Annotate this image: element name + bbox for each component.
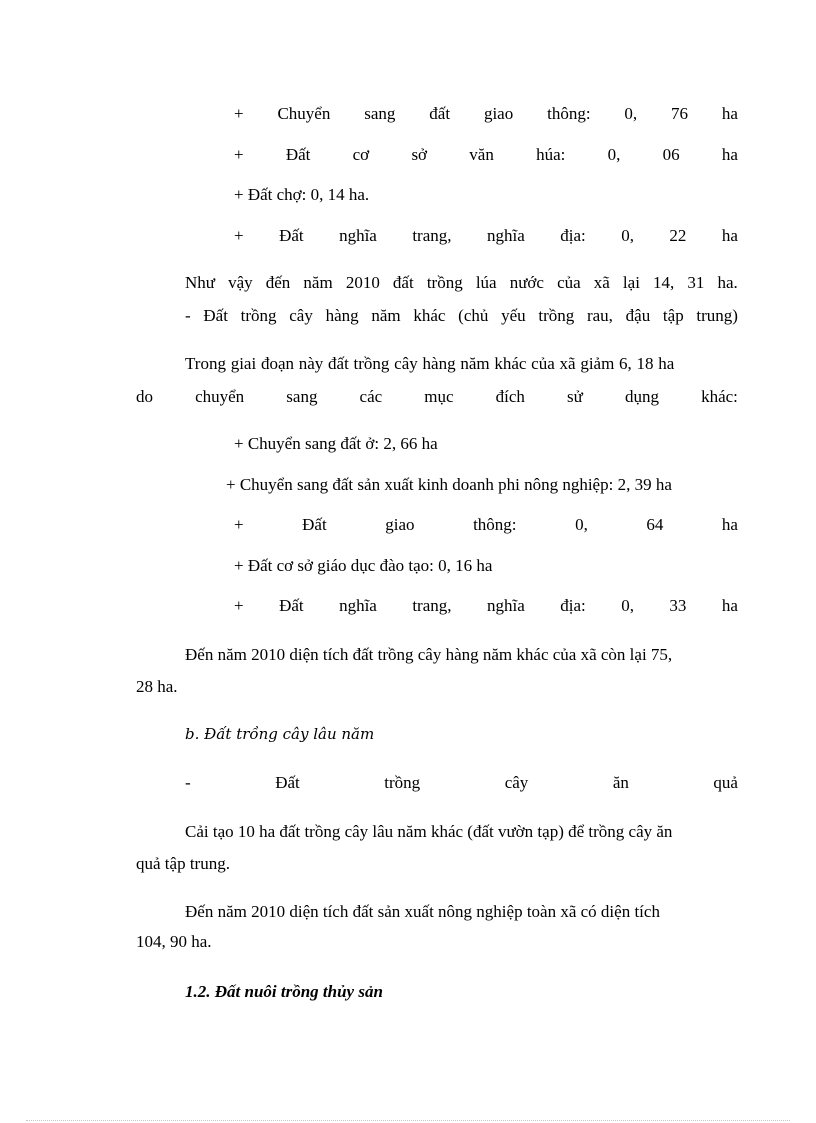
word: quả bbox=[713, 773, 738, 792]
list-item-nghia-trang-2 bbox=[234, 596, 738, 616]
word: Đất bbox=[302, 515, 327, 534]
word: cơ bbox=[352, 145, 370, 164]
list-item-sxkd: + Chuyển sang đất sản xuất kinh doanh phi nông nghiệp: 2, 39 ha bbox=[226, 475, 672, 494]
word: 31 bbox=[687, 273, 705, 292]
section-heading-b: b. Đất trồng cây lâu năm bbox=[185, 725, 375, 743]
word: 0, bbox=[575, 515, 588, 534]
word: hàng bbox=[325, 306, 359, 325]
list-item-dat-cho: + Đất chợ: 0, 14 ha. bbox=[234, 185, 370, 204]
word: ha bbox=[721, 596, 738, 615]
word: nghĩa bbox=[339, 226, 377, 245]
word: ha bbox=[721, 515, 738, 534]
word: trồng bbox=[240, 306, 277, 325]
word: đích bbox=[495, 387, 525, 406]
word: xã bbox=[593, 273, 610, 292]
word: 0, bbox=[621, 226, 634, 245]
word: húa: bbox=[536, 145, 566, 164]
paragraph-lua-nuoc bbox=[185, 273, 738, 293]
word: 76 bbox=[671, 104, 689, 123]
paragraph-cai-tao: Cải tạo 10 ha đất trồng cây lâu năm khác (đất vườn tạp) để trồng cây ăn bbox=[185, 822, 673, 841]
word: 0, bbox=[621, 596, 634, 615]
word: văn bbox=[469, 145, 494, 164]
word: năm bbox=[303, 273, 333, 292]
word: 64 bbox=[646, 515, 664, 534]
word: sang bbox=[364, 104, 396, 123]
word: cây bbox=[504, 773, 529, 792]
word: Như bbox=[185, 273, 215, 292]
word: Đất bbox=[285, 145, 311, 164]
word: giao bbox=[385, 515, 415, 534]
word: đậu bbox=[625, 306, 651, 325]
list-item-dat-o: + Chuyển sang đất ở: 2, 66 ha bbox=[234, 434, 438, 453]
word: tập bbox=[662, 306, 684, 325]
word: + bbox=[234, 145, 244, 164]
paragraph-giai-doan-cont bbox=[136, 387, 738, 407]
word: địa: bbox=[560, 596, 586, 615]
word: mục bbox=[424, 387, 454, 406]
word: ăn bbox=[612, 773, 629, 792]
word: 22 bbox=[669, 226, 687, 245]
word: (chủ bbox=[458, 306, 489, 325]
word: chuyển bbox=[195, 387, 245, 406]
word: sở bbox=[411, 145, 428, 164]
word: 33 bbox=[669, 596, 687, 615]
list-item-giao-thong bbox=[234, 104, 738, 124]
word: khác: bbox=[701, 387, 738, 406]
word: đến bbox=[265, 273, 291, 292]
word: năm bbox=[371, 306, 401, 325]
list-item-van-hoa bbox=[234, 145, 738, 165]
word: của bbox=[557, 273, 581, 292]
paragraph-con-lai-cont: 28 ha. bbox=[136, 677, 178, 696]
word: lúa bbox=[475, 273, 497, 292]
word: đất bbox=[429, 104, 451, 123]
word: + bbox=[234, 226, 244, 245]
paragraph-con-lai: Đến năm 2010 diện tích đất trồng cây hàng năm khác của xã còn lại 75, bbox=[185, 645, 673, 664]
word: cây bbox=[289, 306, 313, 325]
paragraph-cay-hang-nam bbox=[185, 306, 738, 326]
word: dụng bbox=[624, 387, 659, 406]
word: do bbox=[136, 387, 153, 406]
word: nước bbox=[509, 273, 544, 292]
word: 0, bbox=[624, 104, 638, 123]
word: ha bbox=[721, 145, 738, 164]
word: + bbox=[234, 596, 244, 615]
word: thông: bbox=[473, 515, 517, 534]
word: - bbox=[185, 306, 191, 325]
word: Đất bbox=[279, 596, 304, 615]
word: trồng bbox=[538, 306, 575, 325]
word: 06 bbox=[662, 145, 680, 164]
word: ha. bbox=[717, 273, 738, 292]
word: Đất bbox=[275, 773, 300, 792]
word: sử bbox=[567, 387, 583, 406]
page-bottom-border bbox=[26, 1120, 790, 1121]
list-item-nghia-trang-1 bbox=[234, 226, 738, 246]
word: + bbox=[234, 104, 244, 123]
word: Chuyển bbox=[277, 104, 331, 123]
word: - bbox=[185, 773, 191, 792]
word: ha bbox=[721, 104, 738, 123]
word: các bbox=[359, 387, 383, 406]
word: trung) bbox=[696, 306, 738, 325]
word: trang, bbox=[412, 596, 452, 615]
word: Đất bbox=[279, 226, 304, 245]
word: đất bbox=[392, 273, 414, 292]
word: yếu bbox=[501, 306, 526, 325]
paragraph-tong-dien-tich: Đến năm 2010 diện tích đất sản xuất nông nghiệp toàn xã có diện tích bbox=[185, 902, 660, 921]
word: sang bbox=[286, 387, 318, 406]
word: trồng bbox=[384, 773, 421, 792]
word: khác bbox=[413, 306, 446, 325]
list-item-cay-an-qua bbox=[185, 773, 738, 793]
paragraph-giai-doan: Trong giai đoạn này đất trồng cây hàng năm khác của xã giảm 6, 18 ha bbox=[185, 354, 675, 373]
word: ha bbox=[721, 226, 738, 245]
word: nghĩa bbox=[486, 596, 525, 615]
paragraph-cai-tao-cont: quả tập trung. bbox=[136, 854, 230, 873]
list-item-giao-thong-2 bbox=[234, 515, 738, 535]
word: trang, bbox=[412, 226, 452, 245]
word: nghĩa bbox=[339, 596, 377, 615]
paragraph-tong-dien-tich-cont: 104, 90 ha. bbox=[136, 932, 212, 951]
word: rau, bbox=[586, 306, 613, 325]
word: Đất bbox=[203, 306, 228, 325]
word: lại bbox=[622, 273, 640, 292]
word: thông: bbox=[547, 104, 591, 123]
list-item-giao-duc: + Đất cơ sở giáo dục đào tạo: 0, 16 ha bbox=[234, 556, 493, 575]
word: 2010 bbox=[345, 273, 380, 292]
section-heading-1-2: 1.2. Đất nuôi trồng thủy sản bbox=[185, 982, 383, 1001]
word: nghĩa bbox=[486, 226, 525, 245]
word: địa: bbox=[560, 226, 586, 245]
word: trồng bbox=[426, 273, 463, 292]
word: giao bbox=[483, 104, 514, 123]
word: 0, bbox=[607, 145, 621, 164]
word: + bbox=[234, 515, 244, 534]
word: 14, bbox=[653, 273, 675, 292]
word: vậy bbox=[228, 273, 253, 292]
